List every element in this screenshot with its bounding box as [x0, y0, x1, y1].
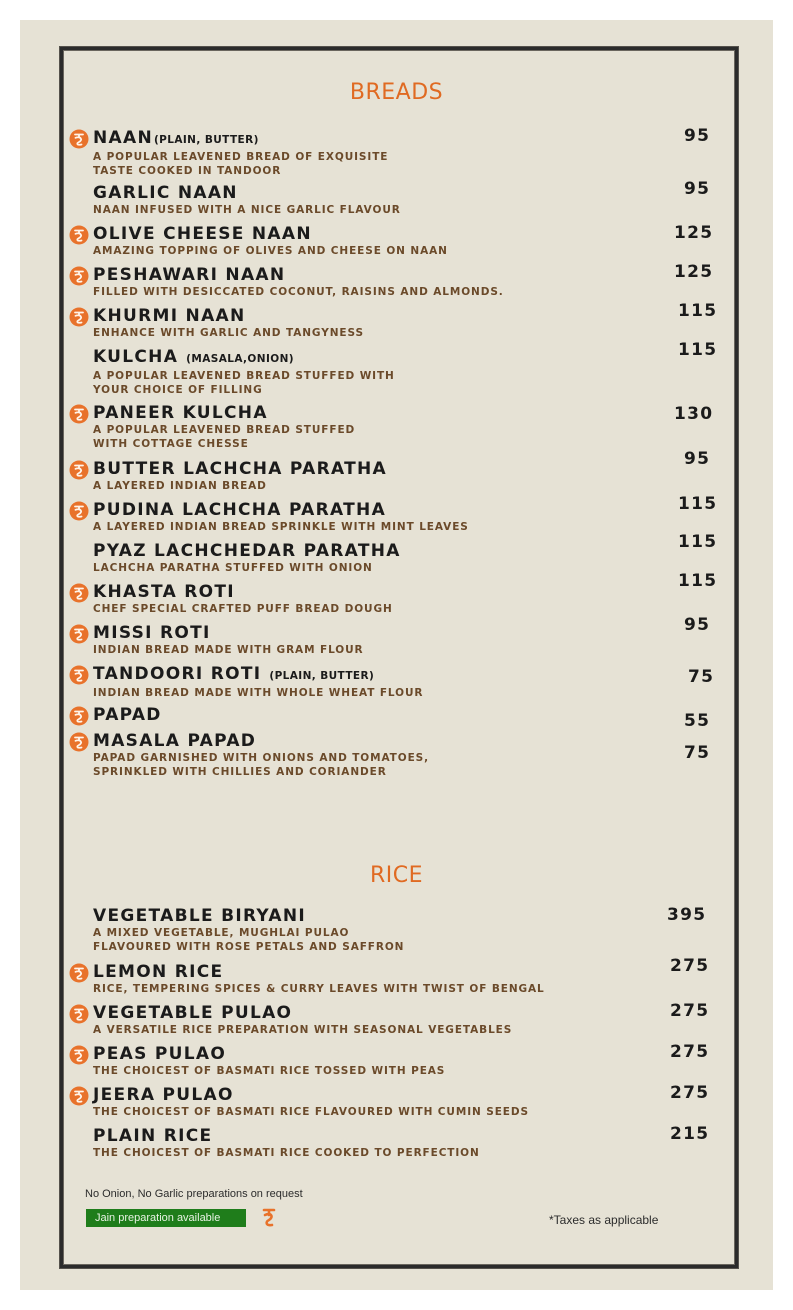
item-name [93, 500, 469, 520]
item-name-text: GARLIC NAAN [93, 183, 238, 203]
jain-symbol-icon [69, 963, 89, 983]
breads-heading: BREADS [349, 80, 444, 105]
jain-symbol-icon [69, 583, 89, 603]
item-name [93, 623, 364, 643]
item-description: CHEF SPECIAL CRAFTED PUFF BREAD DOUGH [93, 603, 393, 615]
menu-item [93, 224, 448, 258]
item-description: A POPULAR LEAVENED BREAD STUFFED WITH [93, 370, 395, 382]
item-description: A POPULAR LEAVENED BREAD OF EXQUISITE [93, 151, 389, 163]
item-description: A POPULAR LEAVENED BREAD STUFFED [93, 424, 356, 436]
item-name-text: PEAS PULAO [93, 1044, 227, 1064]
item-price: 395 [667, 905, 707, 925]
item-description: FILLED WITH DESICCATED COCONUT, RAISINS AND ALMONDS. [93, 286, 504, 298]
jain-symbol-icon [69, 266, 89, 286]
item-option-note: (MASALA,ONION) [186, 353, 294, 365]
item-price: 275 [670, 956, 710, 976]
item-name-text: VEGETABLE BIRYANI [93, 906, 307, 926]
item-name [93, 582, 393, 602]
menu-item [93, 582, 393, 616]
item-price: 275 [670, 1001, 710, 1021]
item-name [93, 731, 429, 751]
item-name-text: PANEER KULCHA [93, 403, 268, 423]
item-description: PAPAD GARNISHED WITH ONIONS AND TOMATOES, [93, 752, 429, 764]
item-description: A LAYERED INDIAN BREAD [93, 480, 267, 492]
item-name-text: VEGETABLE PULAO [93, 1003, 293, 1023]
menu-item [93, 623, 364, 657]
item-description: FLAVOURED WITH ROSE PETALS AND SAFFRON [93, 941, 405, 953]
item-price: 95 [684, 449, 711, 469]
menu-item [93, 403, 355, 451]
jain-symbol-icon [69, 225, 89, 245]
item-price: 55 [684, 711, 711, 731]
item-name [93, 1085, 529, 1105]
item-name [93, 962, 545, 982]
menu-item [93, 705, 162, 725]
item-description: AMAZING TOPPING OF OLIVES AND CHEESE ON NAAN [93, 245, 448, 257]
item-name-text: NAAN [93, 128, 153, 148]
menu-item [93, 906, 404, 954]
menu-item [93, 731, 429, 779]
item-name-text: KHURMI NAAN [93, 306, 246, 326]
jain-symbol-icon [69, 665, 89, 685]
item-description: INDIAN BREAD MADE WITH WHOLE WHEAT FLOUR [93, 687, 424, 699]
menu-item [93, 500, 469, 534]
item-name [93, 459, 387, 479]
item-description: RICE, TEMPERING SPICES & CURRY LEAVES WITH TWIST OF BENGAL [93, 983, 545, 995]
menu-item [93, 1126, 480, 1160]
item-description: INDIAN BREAD MADE WITH GRAM FLOUR [93, 644, 364, 656]
item-name-text: TANDOORI ROTI [93, 664, 262, 684]
item-name [93, 1126, 480, 1146]
item-price: 215 [670, 1124, 710, 1144]
item-description: ENHANCE WITH GARLIC AND TANGYNESS [93, 327, 364, 339]
jain-preparation-badge: Jain preparation available [86, 1209, 246, 1227]
jain-symbol-icon [69, 501, 89, 521]
menu-item [93, 265, 504, 299]
item-option-note: (PLAIN, BUTTER) [269, 670, 375, 682]
item-description: LACHCHA PARATHA STUFFED WITH ONION [93, 562, 373, 574]
item-name-text: MASALA PAPAD [93, 731, 257, 751]
item-description: THE CHOICEST OF BASMATI RICE FLAVOURED WITH CUMIN SEEDS [93, 1106, 529, 1118]
no-onion-garlic-note: No Onion, No Garlic preparations on request [85, 1188, 303, 1200]
item-name-text: KHASTA ROTI [93, 582, 235, 602]
item-price: 275 [670, 1042, 710, 1062]
jain-symbol-icon [69, 460, 89, 480]
menu-item [93, 1003, 512, 1037]
item-price: 75 [684, 743, 711, 763]
jain-symbol-icon [261, 1206, 277, 1228]
item-name [93, 541, 401, 561]
item-name-text: PAPAD [93, 705, 162, 725]
menu-item [93, 1085, 529, 1119]
menu-item [93, 459, 387, 493]
item-name-text: KULCHA [93, 347, 179, 367]
item-name [93, 705, 162, 725]
item-name-text: JEERA PULAO [93, 1085, 234, 1105]
taxes-note: *Taxes as applicable [549, 1213, 659, 1227]
item-price: 75 [688, 667, 715, 687]
item-price: 95 [684, 179, 711, 199]
item-name [93, 224, 448, 244]
rice-heading: RICE [369, 863, 424, 888]
item-name [93, 347, 395, 369]
item-name [93, 306, 364, 326]
item-description: NAAN INFUSED WITH A NICE GARLIC FLAVOUR [93, 204, 401, 216]
item-name [93, 1044, 445, 1064]
jain-symbol-icon [69, 732, 89, 752]
item-name [93, 183, 401, 203]
menu-item [93, 306, 364, 340]
item-name-text: BUTTER LACHCHA PARATHA [93, 459, 388, 479]
item-price: 115 [678, 494, 718, 514]
item-name [93, 664, 423, 686]
item-price: 115 [678, 340, 718, 360]
item-price: 95 [684, 126, 711, 146]
item-price: 115 [678, 571, 718, 591]
item-name [93, 906, 404, 926]
item-name [93, 128, 388, 150]
item-name-text: PESHAWARI NAAN [93, 265, 286, 285]
item-description: SPRINKLED WITH CHILLIES AND CORIANDER [93, 766, 387, 778]
item-price: 115 [678, 532, 718, 552]
item-description: THE CHOICEST OF BASMATI RICE TOSSED WITH PEAS [93, 1065, 446, 1077]
jain-symbol-icon [69, 624, 89, 644]
jain-symbol-icon [69, 404, 89, 424]
menu-item [93, 128, 388, 178]
item-name-text: LEMON RICE [93, 962, 224, 982]
menu-page [20, 20, 773, 1290]
item-name [93, 265, 504, 285]
jain-symbol-icon [69, 307, 89, 327]
menu-item [93, 541, 401, 575]
item-name-text: PUDINA LACHCHA PARATHA [93, 500, 387, 520]
menu-item [93, 962, 545, 996]
item-price: 125 [674, 223, 714, 243]
item-description: TASTE COOKED IN TANDOOR [93, 165, 282, 177]
item-name-text: MISSI ROTI [93, 623, 211, 643]
item-name [93, 1003, 512, 1023]
menu-item [93, 183, 401, 217]
item-description: THE CHOICEST OF BASMATI RICE COOKED TO PERFECTION [93, 1147, 480, 1159]
item-name-text: PLAIN RICE [93, 1126, 213, 1146]
item-price: 95 [684, 615, 711, 635]
item-price: 275 [670, 1083, 710, 1103]
jain-symbol-icon [69, 706, 89, 726]
menu-item [93, 1044, 445, 1078]
item-description: A LAYERED INDIAN BREAD SPRINKLE WITH MINT LEAVES [93, 521, 469, 533]
jain-symbol-icon [69, 129, 89, 149]
jain-symbol-icon [69, 1004, 89, 1024]
item-name-text: PYAZ LACHCHEDAR PARATHA [93, 541, 401, 561]
item-price: 130 [674, 404, 714, 424]
menu-item [93, 664, 423, 700]
item-name [93, 403, 355, 423]
item-description: A VERSATILE RICE PREPARATION WITH SEASONAL VEGETABLES [93, 1024, 513, 1036]
menu-item [93, 347, 395, 397]
jain-symbol-icon [69, 1045, 89, 1065]
item-name-text: OLIVE CHEESE NAAN [93, 224, 312, 244]
item-option-note: (PLAIN, BUTTER) [153, 134, 259, 146]
item-description: A MIXED VEGETABLE, MUGHLAI PULAO [93, 927, 350, 939]
item-description: WITH COTTAGE CHESSE [93, 438, 249, 450]
item-price: 125 [674, 262, 714, 282]
item-description: YOUR CHOICE OF FILLING [93, 384, 263, 396]
item-price: 115 [678, 301, 718, 321]
jain-symbol-icon [69, 1086, 89, 1106]
